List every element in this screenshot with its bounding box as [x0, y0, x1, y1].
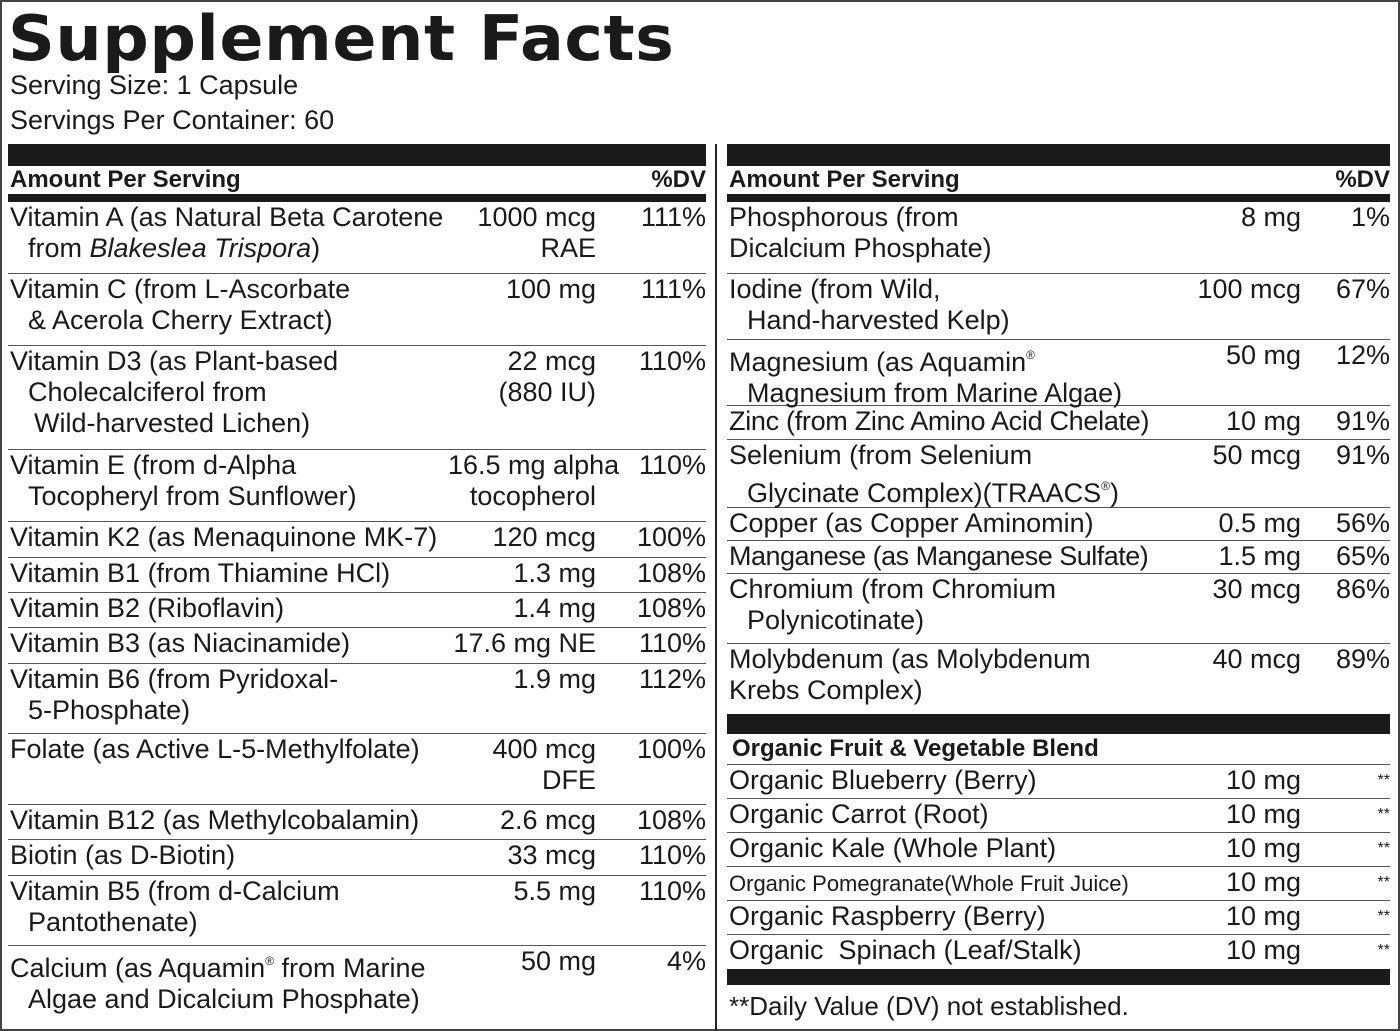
dv-label: %DV — [1335, 166, 1390, 193]
nutrient-row — [8, 274, 706, 346]
nutrient-name: Vitamin E (from d-Alpha — [10, 450, 297, 480]
blend-amount: 10 mg — [1225, 799, 1301, 829]
nutrient-row — [8, 522, 706, 558]
mineral-name: Selenium (from Selenium — [729, 440, 1033, 470]
mineral-name-cont: Glycinate Complex)(TRAACS®) — [747, 478, 1119, 508]
nutrient-dv: 100% — [636, 734, 706, 764]
nutrient-row — [8, 664, 706, 734]
amount-per-serving-label: Amount Per Serving — [729, 166, 960, 193]
nutrient-dv: 110% — [638, 628, 706, 658]
mineral-amount: 0.5 mg — [1218, 508, 1301, 538]
mineral-name-cont: Polynicotinate) — [747, 605, 925, 635]
nutrient-dv: 4% — [666, 946, 706, 976]
blend-dv: ** — [1377, 772, 1390, 789]
mineral-row — [727, 202, 1390, 274]
nutrient-amount: 16.5 mg alpha — [448, 450, 620, 480]
nutrient-row — [8, 840, 706, 876]
mineral-name: Phosphorous (from — [729, 202, 959, 232]
nutrient-amount: 50 mg — [520, 946, 596, 976]
blend-bar — [727, 714, 1390, 734]
nutrient-name-cont: 5-Phosphate) — [28, 695, 191, 725]
blend-dv: ** — [1377, 806, 1390, 823]
mineral-amount: 50 mg — [1225, 340, 1301, 370]
left-column — [8, 144, 706, 1031]
thick-rule — [8, 194, 706, 202]
mineral-row — [727, 440, 1390, 508]
nutrient-name-cont: from Blakeslea Trispora) — [28, 233, 321, 263]
blend-row — [727, 901, 1390, 935]
mineral-name: Manganese (as Manganese Sulfate) — [729, 541, 1149, 571]
header-bar — [727, 144, 1390, 166]
mineral-name-cont: Magnesium from Marine Algae) — [747, 378, 1123, 408]
blend-ingredient: Organic Carrot (Root) — [729, 799, 989, 829]
nutrient-name-cont: Tocopheryl from Sunflower) — [28, 481, 357, 511]
mineral-name: Magnesium (as Aquamin® — [729, 347, 1035, 377]
blend-row — [727, 799, 1390, 833]
nutrient-name: Folate (as Active L-5-Methylfolate) — [10, 734, 420, 764]
blend-ingredient: Organic Blueberry (Berry) — [729, 765, 1037, 795]
blend-amount: 10 mg — [1225, 867, 1301, 897]
nutrient-name: Vitamin B1 (from Thiamine HCl) — [10, 558, 391, 588]
servings-per-container: Servings Per Container: 60 — [10, 105, 335, 135]
nutrient-name: Biotin (as D-Biotin) — [10, 840, 236, 870]
mineral-name: Copper (as Copper Aminomin) — [729, 508, 1094, 538]
blend-ingredient: Organic Kale (Whole Plant) — [729, 833, 1057, 863]
mineral-dv: 56% — [1335, 508, 1390, 538]
nutrient-dv: 110% — [638, 876, 706, 906]
mineral-name: Chromium (from Chromium — [729, 574, 1057, 604]
blend-dv: ** — [1377, 874, 1390, 891]
mineral-row — [727, 274, 1390, 340]
nutrient-amount: 100 mg — [505, 274, 596, 304]
thick-rule — [727, 194, 1390, 202]
nutrient-name: Vitamin K2 (as Menaquinone MK-7) — [10, 522, 438, 552]
nutrient-row — [8, 805, 706, 840]
nutrient-dv: 111% — [640, 202, 706, 232]
mineral-amount: 40 mcg — [1212, 644, 1301, 674]
mineral-name-cont: Dicalcium Phosphate) — [729, 233, 992, 263]
mineral-amount: 1.5 mg — [1218, 541, 1301, 571]
mineral-row — [727, 406, 1390, 440]
nutrient-name: Vitamin B6 (from Pyridoxal- — [10, 664, 339, 694]
mineral-dv: 65% — [1335, 541, 1390, 571]
blend-row — [727, 833, 1390, 867]
nutrient-amount: 120 mcg — [492, 522, 596, 552]
nutrient-row — [8, 450, 706, 522]
footnote: **Daily Value (DV) not established. — [729, 991, 1129, 1021]
mineral-dv: 91% — [1335, 440, 1390, 470]
nutrient-name-cont: Wild-harvested Lichen) — [34, 408, 311, 438]
mineral-dv: 1% — [1350, 202, 1390, 232]
mineral-dv: 91% — [1335, 406, 1390, 436]
mineral-dv: 67% — [1335, 274, 1390, 304]
nutrient-amount: 1000 mcg — [477, 202, 596, 232]
nutrient-name: Calcium (as Aquamin® from Marine — [10, 953, 426, 983]
nutrient-dv: 108% — [636, 593, 706, 623]
mineral-dv: 89% — [1335, 644, 1390, 674]
mineral-name-cont: Hand-harvested Kelp) — [747, 305, 1010, 335]
nutrient-amount: 22 mcg — [507, 346, 596, 376]
nutrient-row — [8, 946, 706, 1014]
nutrient-row — [8, 593, 706, 628]
nutrient-dv: 108% — [636, 805, 706, 835]
blend-title: Organic Fruit & Vegetable Blend — [727, 734, 1390, 765]
nutrient-amount: 33 mcg — [507, 840, 596, 870]
nutrient-name: Vitamin B5 (from d-Calcium — [10, 876, 340, 906]
mineral-row — [727, 340, 1390, 406]
mineral-row — [727, 541, 1390, 574]
nutrient-row — [8, 876, 706, 946]
mineral-name: Molybdenum (as Molybdenum — [729, 644, 1091, 674]
dv-label: %DV — [651, 166, 706, 193]
mineral-row — [727, 574, 1390, 644]
mineral-dv: 86% — [1335, 574, 1390, 604]
nutrient-amount: 17.6 mg NE — [453, 628, 596, 658]
blend-row — [727, 765, 1390, 799]
mineral-name: Zinc (from Zinc Amino Acid Chelate) — [729, 406, 1150, 436]
mineral-amount: 8 mg — [1240, 202, 1301, 232]
blend-row — [727, 935, 1390, 969]
nutrient-dv: 111% — [640, 274, 706, 304]
mineral-name-cont: Krebs Complex) — [729, 675, 923, 705]
column-header — [8, 166, 706, 194]
nutrient-amount: 1.9 mg — [513, 664, 596, 694]
nutrient-name: Vitamin D3 (as Plant-based — [10, 346, 339, 376]
nutrient-amount: 1.3 mg — [513, 558, 596, 588]
nutrient-amount-unit: tocopherol — [469, 481, 596, 511]
blend-amount: 10 mg — [1225, 935, 1301, 965]
nutrient-amount-unit: DFE — [542, 765, 596, 795]
blend-amount: 10 mg — [1225, 765, 1301, 795]
mineral-amount: 100 mcg — [1197, 274, 1301, 304]
mineral-amount: 50 mcg — [1212, 440, 1301, 470]
blend-dv: ** — [1377, 908, 1390, 925]
nutrient-name: Vitamin B3 (as Niacinamide) — [10, 628, 351, 658]
nutrient-amount: 1.4 mg — [513, 593, 596, 623]
blend-row — [727, 867, 1390, 901]
header-bar — [8, 144, 706, 166]
mineral-row — [727, 508, 1390, 541]
nutrient-amount: 5.5 mg — [513, 876, 596, 906]
blend-ingredient: Organic Spinach (Leaf/Stalk) — [729, 935, 1082, 965]
bottom-rule — [727, 969, 1390, 985]
nutrient-name: Vitamin C (from L-Ascorbate — [10, 274, 351, 304]
nutrient-row — [8, 628, 706, 664]
blend-dv: ** — [1377, 942, 1390, 959]
nutrient-row — [8, 734, 706, 805]
nutrient-amount-unit: RAE — [540, 233, 596, 263]
nutrient-dv: 110% — [638, 346, 706, 376]
nutrient-row — [8, 346, 706, 450]
blend-ingredient: Organic Pomegranate(Whole Fruit Juice) — [729, 871, 1129, 896]
nutrient-name: Vitamin B2 (Riboflavin) — [10, 593, 285, 623]
nutrient-amount: 400 mcg — [492, 734, 596, 764]
nutrient-name-cont: Cholecalciferol from — [28, 377, 267, 407]
nutrient-dv: 110% — [638, 450, 706, 480]
nutrient-dv: 100% — [636, 522, 706, 552]
blend-dv: ** — [1377, 840, 1390, 857]
mineral-dv: 12% — [1335, 340, 1390, 370]
nutrient-name: Vitamin A (as Natural Beta Carotene — [10, 202, 444, 232]
nutrient-dv: 108% — [636, 558, 706, 588]
mineral-name: Iodine (from Wild, — [729, 274, 941, 304]
nutrient-name-cont: Pantothenate) — [28, 907, 198, 937]
amount-per-serving-label: Amount Per Serving — [10, 166, 241, 193]
blend-amount: 10 mg — [1225, 901, 1301, 931]
column-divider — [715, 144, 717, 1031]
nutrient-name: Vitamin B12 (as Methylcobalamin) — [10, 805, 420, 835]
nutrient-name-cont: Algae and Dicalcium Phosphate) — [28, 984, 420, 1014]
nutrient-row — [8, 202, 706, 274]
blend-amount: 10 mg — [1225, 833, 1301, 863]
nutrient-amount-unit: (880 IU) — [498, 377, 596, 407]
serving-size: Serving Size: 1 Capsule — [10, 70, 299, 100]
mineral-amount: 30 mcg — [1212, 574, 1301, 604]
nutrient-dv: 110% — [638, 840, 706, 870]
mineral-row — [727, 644, 1390, 714]
blend-ingredient: Organic Raspberry (Berry) — [729, 901, 1046, 931]
nutrient-row — [8, 558, 706, 593]
nutrient-name-cont: & Acerola Cherry Extract) — [28, 305, 333, 335]
nutrient-dv: 112% — [638, 664, 706, 694]
right-column — [727, 144, 1390, 1031]
column-header — [727, 166, 1390, 194]
nutrient-amount: 2.6 mcg — [499, 805, 596, 835]
label-title: Supplement Facts — [8, 2, 675, 75]
mineral-amount: 10 mg — [1225, 406, 1301, 436]
